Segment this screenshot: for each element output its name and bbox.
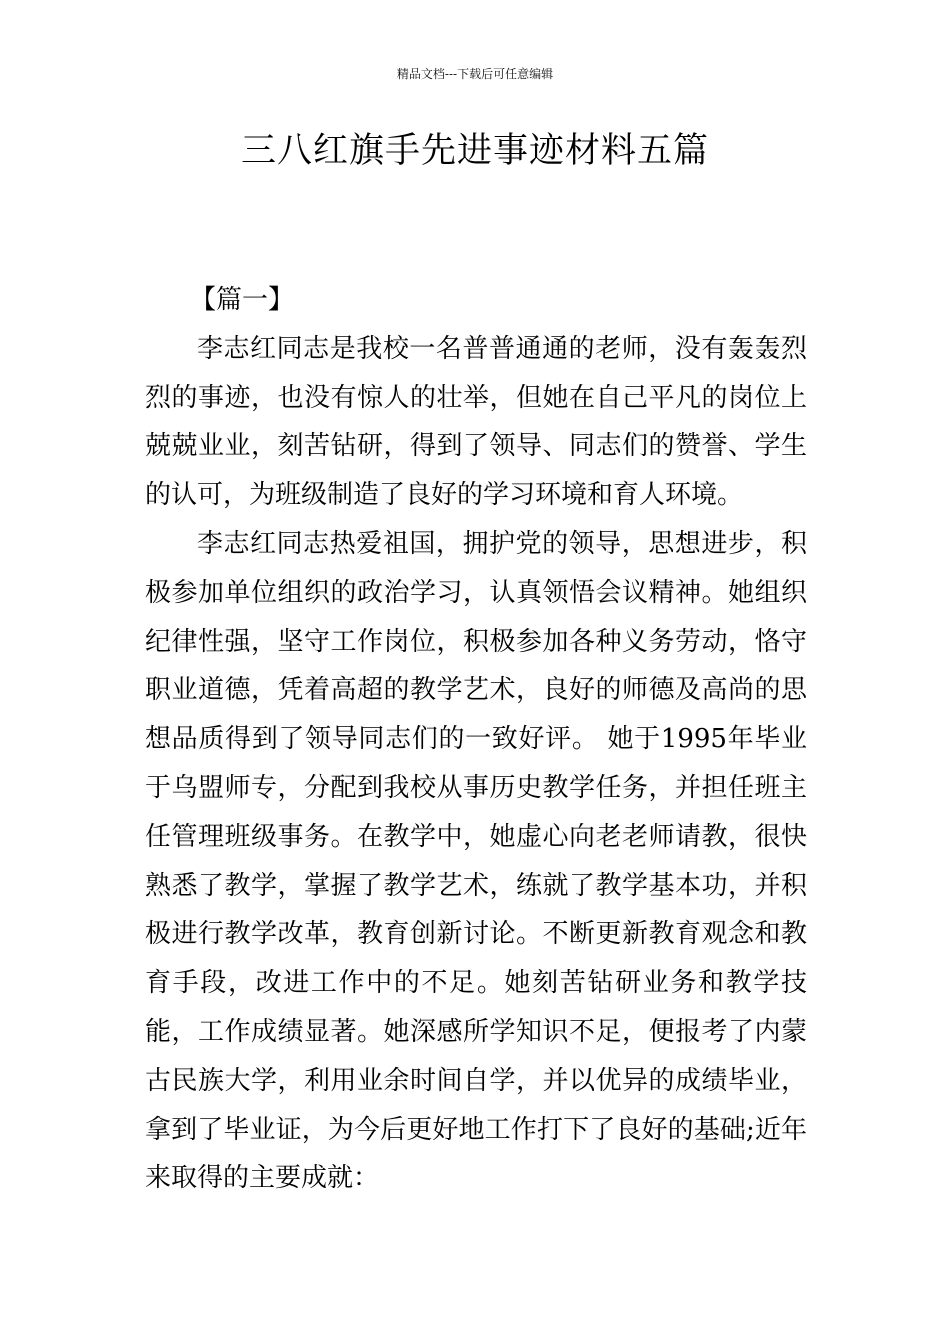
document-title: 三八红旗手先进事迹材料五篇 bbox=[240, 131, 709, 171]
paragraph-1: 李志红同志是我校一名普普通通的老师，没有轰轰烈烈的事迹，也没有惊人的壮举，但她在自己平凡的岗位上兢兢业业，刻苦钻研，得到了领导、同志们的赞誉、学生的认可，为班级制造了良好的学习环境和育人环境。 bbox=[145, 333, 807, 511]
document-body bbox=[145, 276, 807, 1203]
header-note: 精品文档---下载后可任意编辑 bbox=[396, 67, 554, 81]
paragraph-2: 李志红同志热爱祖国，拥护党的领导，思想进步，积极参加单位组织的政治学习，认真领悟会议精神。她组织纪律性强，坚守工作岗位，积极参加各种义务劳动，恪守职业道德，凭着高超的教学艺术，良好的师德及高尚的思想品质得到了领导同志们的一致好评。 她于1995年毕业于乌盟师专，分配到我校从事历史教学任务，并担任班主任管理班级事务。在教学中，她虚心向老老师请教，很快熟悉了教学，掌握了教学艺术，练就了教学基本功，并积极进行教学改革，教育创新讨论。不断更新教育观念和教育手段，改进工作中的不足。她刻苦钻研业务和教学技能，工作成绩显著。她深感所学知识不足，便报考了内蒙古民族大学，利用业余时间自学，并以优异的成绩毕业，拿到了毕业证，为今后更好地工作打下了良好的基础;近年来取得的主要成就： bbox=[145, 528, 807, 1194]
section-heading: 【篇一】 bbox=[190, 285, 295, 315]
